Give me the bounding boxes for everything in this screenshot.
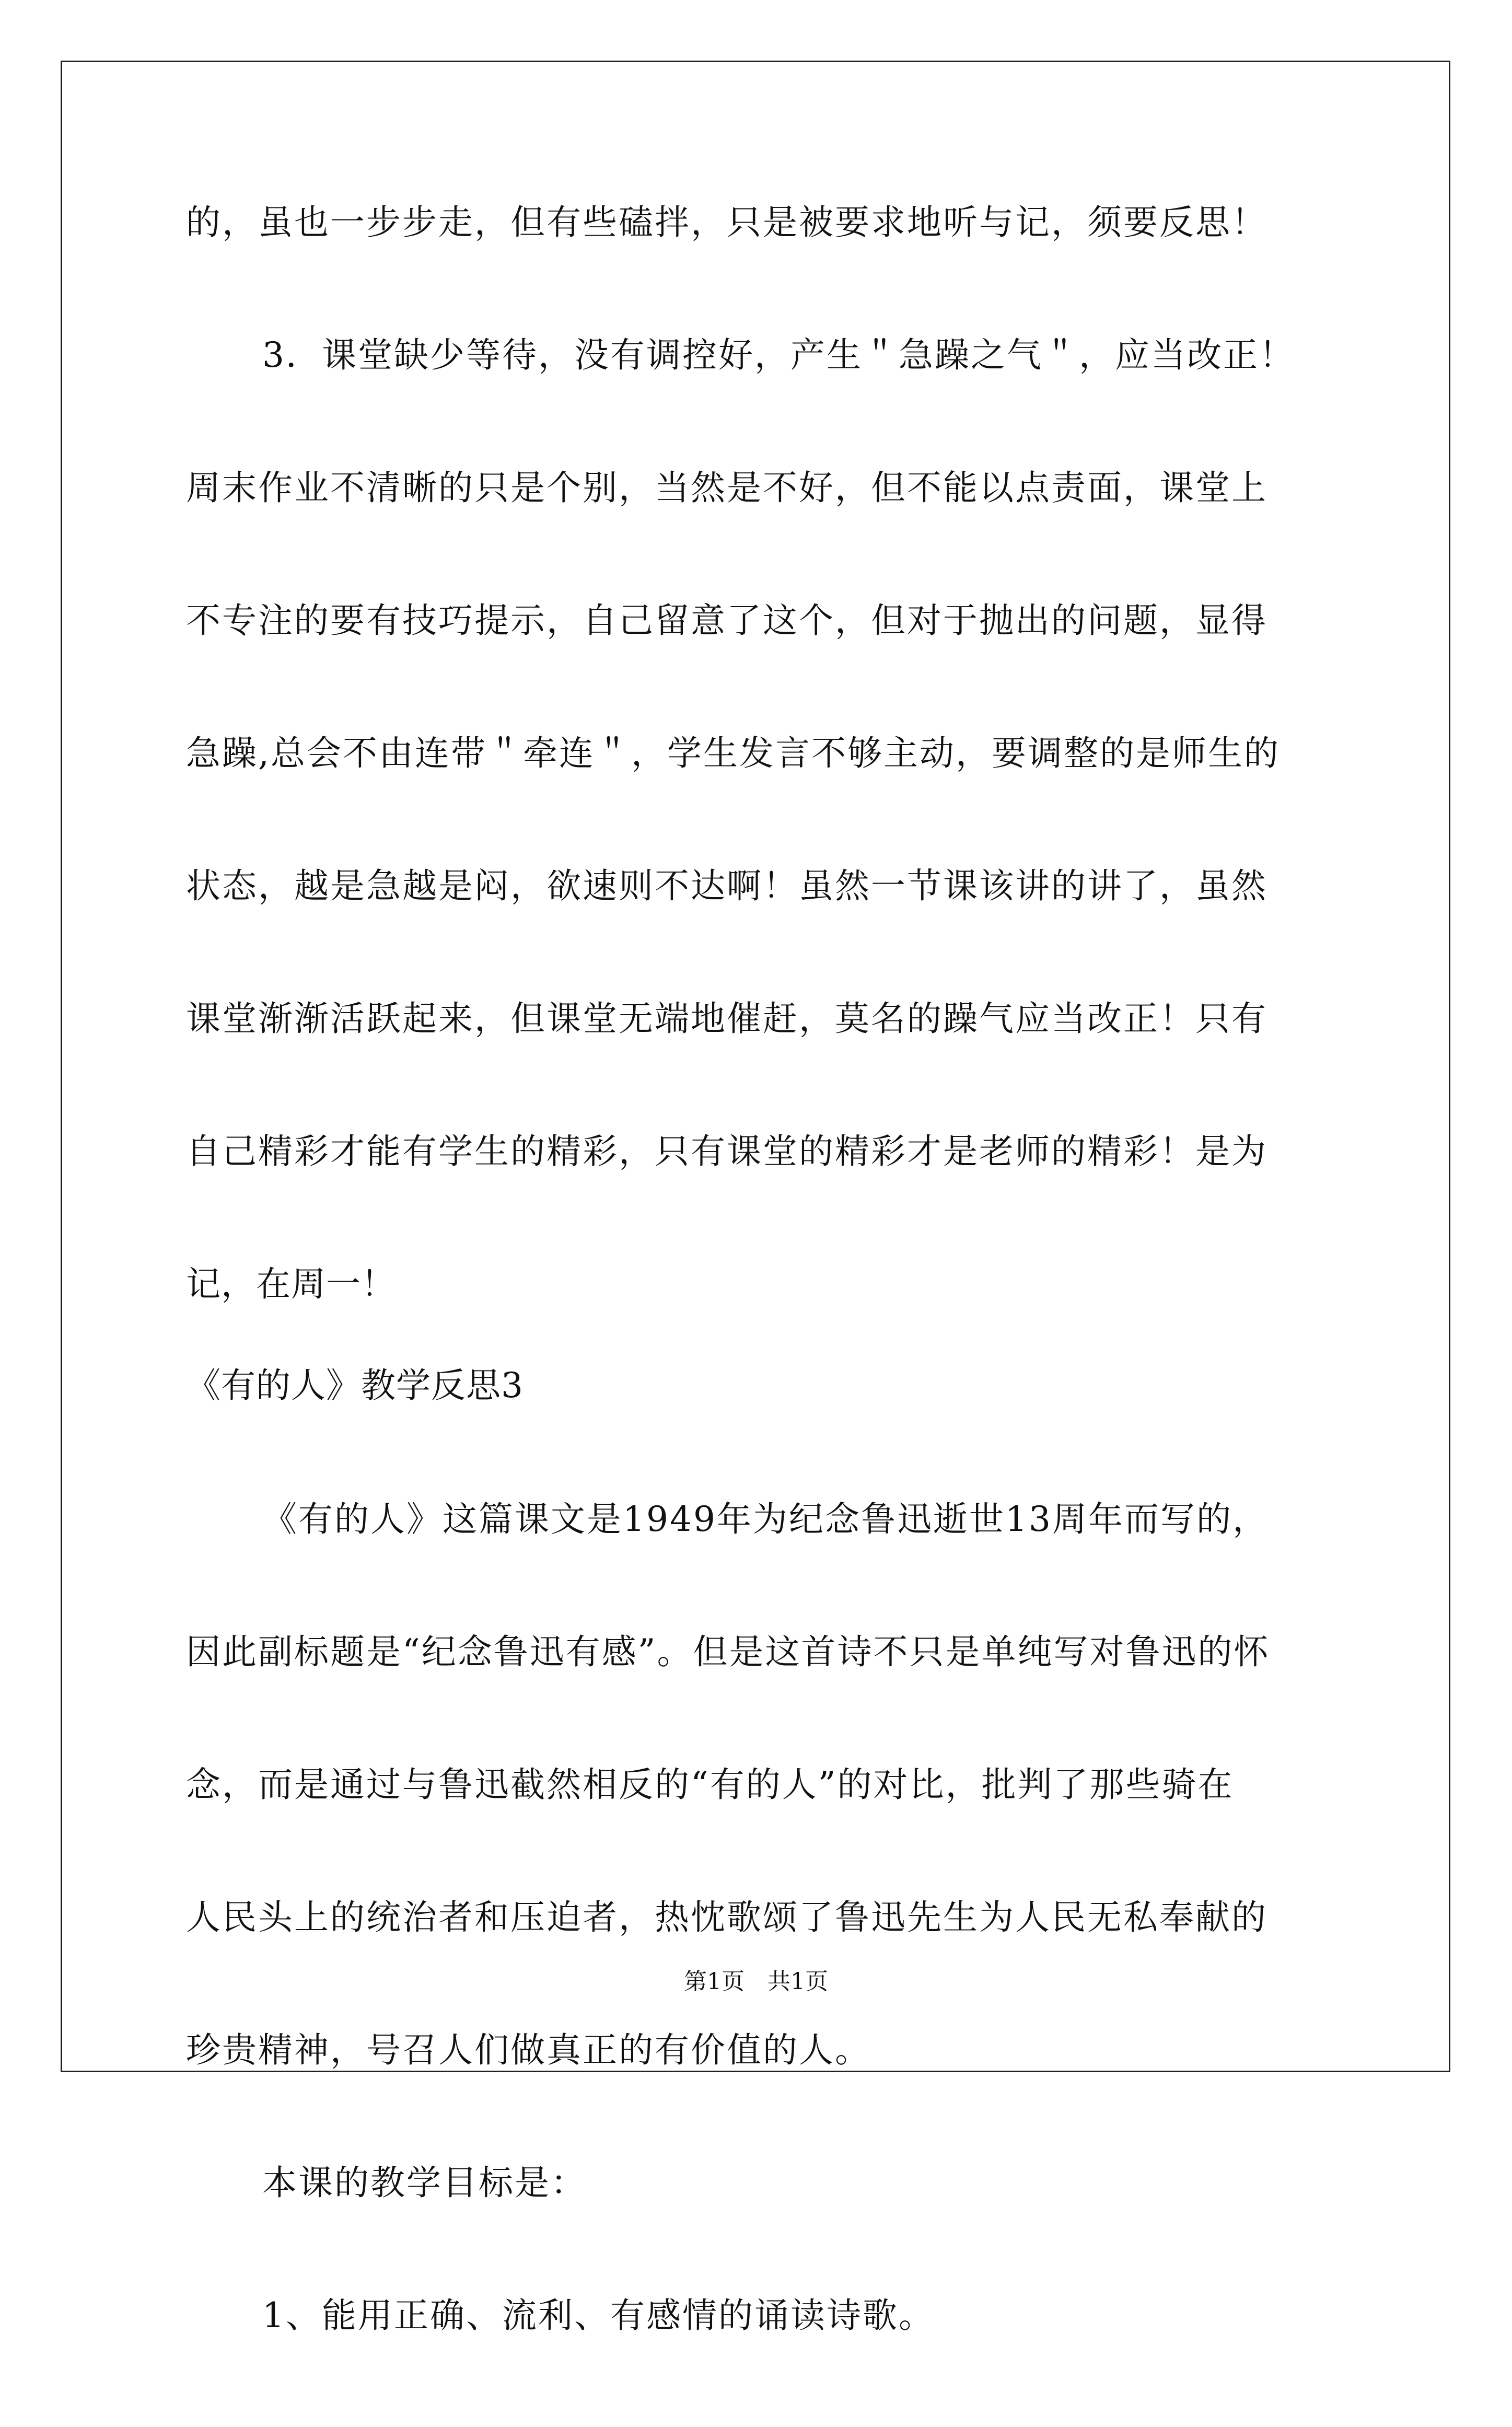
- page-footer: 第1页 共1页: [684, 1968, 828, 1995]
- document-body: [186, 201, 1330, 2427]
- paragraph-line: 本课的教学目标是：: [262, 2163, 587, 2203]
- paragraph-line: 人民头上的统治者和压迫者，热忱歌颂了鲁迅先生为人民无私奉献的: [186, 1897, 1267, 1937]
- paragraph-line: 珍贵精神，号召人们做真正的有价值的人。: [186, 2030, 871, 2070]
- paragraph-line: 状态，越是急越是闷，欲速则不达啊！虽然一节课该讲的讲了，虽然: [186, 866, 1267, 906]
- paragraph-line: 念，而是通过与鲁迅截然相反的“有的人”的对比，批判了那些骑在: [186, 1764, 1234, 1805]
- paragraph-line: 不专注的要有技巧提示，自己留意了这个，但对于抛出的问题，显得: [186, 600, 1267, 641]
- paragraph-line: 的，虽也一步步走，但有些磕拌，只是被要求地听与记，须要反思！: [186, 202, 1267, 242]
- paragraph-line: 课堂渐渐活跃起来，但课堂无端地催赶，莫名的躁气应当改正！只有: [186, 998, 1267, 1039]
- paragraph-line: 1、能用正确、流利、有感情的诵读诗歌。: [262, 2295, 935, 2336]
- paragraph-line: 3．课堂缺少等待，没有调控好，产生＂急躁之气＂，应当改正！: [262, 335, 1295, 375]
- paragraph-line: 急躁,总会不由连带＂牵连＂，学生发言不够主动，要调整的是师生的: [186, 733, 1280, 773]
- paragraph-line: 《有的人》这篇课文是1949年为纪念鲁迅逝世13周年而写的，: [262, 1499, 1269, 1539]
- paragraph-line: 周末作业不清晰的只是个别，当然是不好，但不能以点责面，课堂上: [186, 468, 1267, 508]
- paragraph-line: 自己精彩才能有学生的精彩，只有课堂的精彩才是老师的精彩！是为: [186, 1131, 1267, 1171]
- section-heading: 《有的人》教学反思3: [186, 1365, 524, 1406]
- paragraph-line: 因此副标题是“纪念鲁迅有感”。但是这首诗不只是单纯写对鲁迅的怀: [186, 1632, 1270, 1672]
- paragraph-line: 记，在周一！: [186, 1264, 396, 1304]
